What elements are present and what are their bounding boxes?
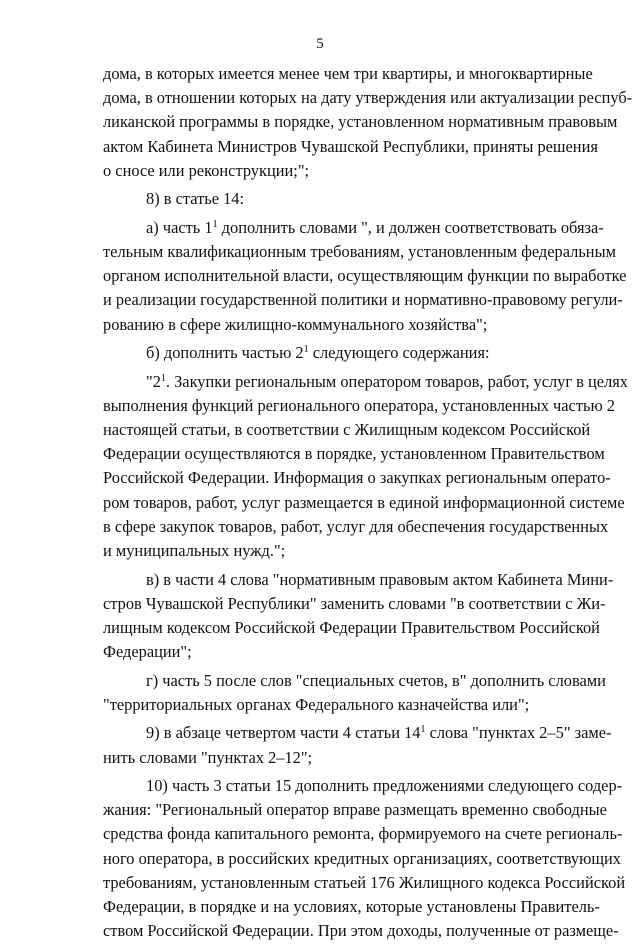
text-line: Российской Федерации. Информация о закупках региональным операто- — [103, 468, 611, 488]
text-line: рованию в сфере жилищно-коммунального хозяйства"; — [103, 314, 488, 334]
text-line: тельным квалификационным требованиям, установленным федеральным — [103, 242, 616, 262]
text-line: дома, в которых имеется менее чем три квартиры, и многоквартирные — [103, 64, 593, 83]
paragraph — [103, 62, 633, 183]
text-line: в сфере закупок товаров, работ, услуг для обеспечения государственных — [103, 516, 609, 536]
text-line: и муниципальных нужд."; — [103, 541, 286, 561]
text-line: требованиям, установленным статьей 176 Жилищного кодекса Российской — [103, 872, 626, 892]
page-number: 5 — [316, 36, 324, 52]
paragraph — [103, 568, 614, 665]
text-line: ством Российской Федерации. При этом доходы, полученные от размеще- — [103, 921, 619, 941]
text-line: органом исполнительной власти, осуществляющим функции по выработке — [103, 266, 627, 286]
text-line: средства фонда капитального ремонта, формируемого на счете региональ- — [103, 824, 623, 844]
text-line: Федерации осуществляются в порядке, установленном Правительством — [103, 444, 605, 464]
text-line: дома, в отношении которых на дату утверждения или актуализации респуб- — [103, 88, 633, 108]
text-line: "территориальных органах Федерального казначейства или"; — [103, 694, 530, 714]
text-line: "$2^1$. Закупки региональным оператором товаров, работ, услуг в целях — [146, 371, 628, 391]
text-line: актом Кабинета Министров Чувашской Республики, приняты решения — [103, 136, 598, 156]
paragraph — [103, 721, 612, 769]
text-line: а) часть $1^1$ дополнить словами ", и должен соответствовать обяза- — [146, 217, 604, 237]
paragraph — [103, 341, 589, 365]
paragraph — [103, 669, 606, 717]
paragraph — [103, 187, 589, 211]
text-line: 9) в абзаце четвертом части 4 статьи $14^1$ слова "пунктах 2–5" заме- — [146, 723, 612, 743]
text-line: стров Чувашской Республики" заменить словами "в соответствии с Жи- — [103, 593, 606, 613]
text-line: в) в части 4 слова "нормативным правовым актом Кабинета Мини- — [146, 569, 614, 589]
paragraph — [103, 774, 626, 943]
text-line: ром товаров, работ, услуг размещается в единой информационной системе — [103, 492, 625, 512]
text-line: Федерации"; — [103, 642, 192, 662]
text-line: г) часть 5 после слов "специальных счетов, в" дополнить словами — [146, 670, 606, 690]
text-line: и реализации государственной политики и нормативно-правовому регули- — [103, 290, 623, 310]
text-line: 8) в статье 14: — [146, 189, 245, 209]
text-line: нить словами "пунктах 2–12"; — [103, 747, 313, 767]
text-line: ного оператора, в российских кредитных организациях, соответствующих — [103, 848, 621, 868]
paragraph — [103, 370, 628, 564]
text-line: лищным кодексом Российской Федерации Правительством Российской — [103, 617, 600, 637]
paragraph — [103, 216, 627, 337]
text-line: б) дополнить частью $2^1$ следующего содержания: — [146, 343, 490, 363]
text-line: настоящей статьи, в соответствии с Жилищным кодексом Российской — [103, 420, 591, 440]
text-line: выполнения функций регионального оператора, установленных частью 2 — [103, 395, 616, 415]
text-line: Федерации, в порядке и на условиях, которые установлены Правитель- — [103, 897, 600, 917]
document-body — [103, 62, 633, 948]
text-line: ликанской программы в порядке, установленном нормативным правовым — [103, 112, 618, 132]
text-line: о сносе или реконструкции;"; — [103, 160, 310, 180]
text-line: 10) часть 3 статьи 15 дополнить предложениями следующего содер- — [146, 776, 623, 796]
text-line: жания: "Региональный оператор вправе размещать временно свободные — [103, 800, 607, 820]
